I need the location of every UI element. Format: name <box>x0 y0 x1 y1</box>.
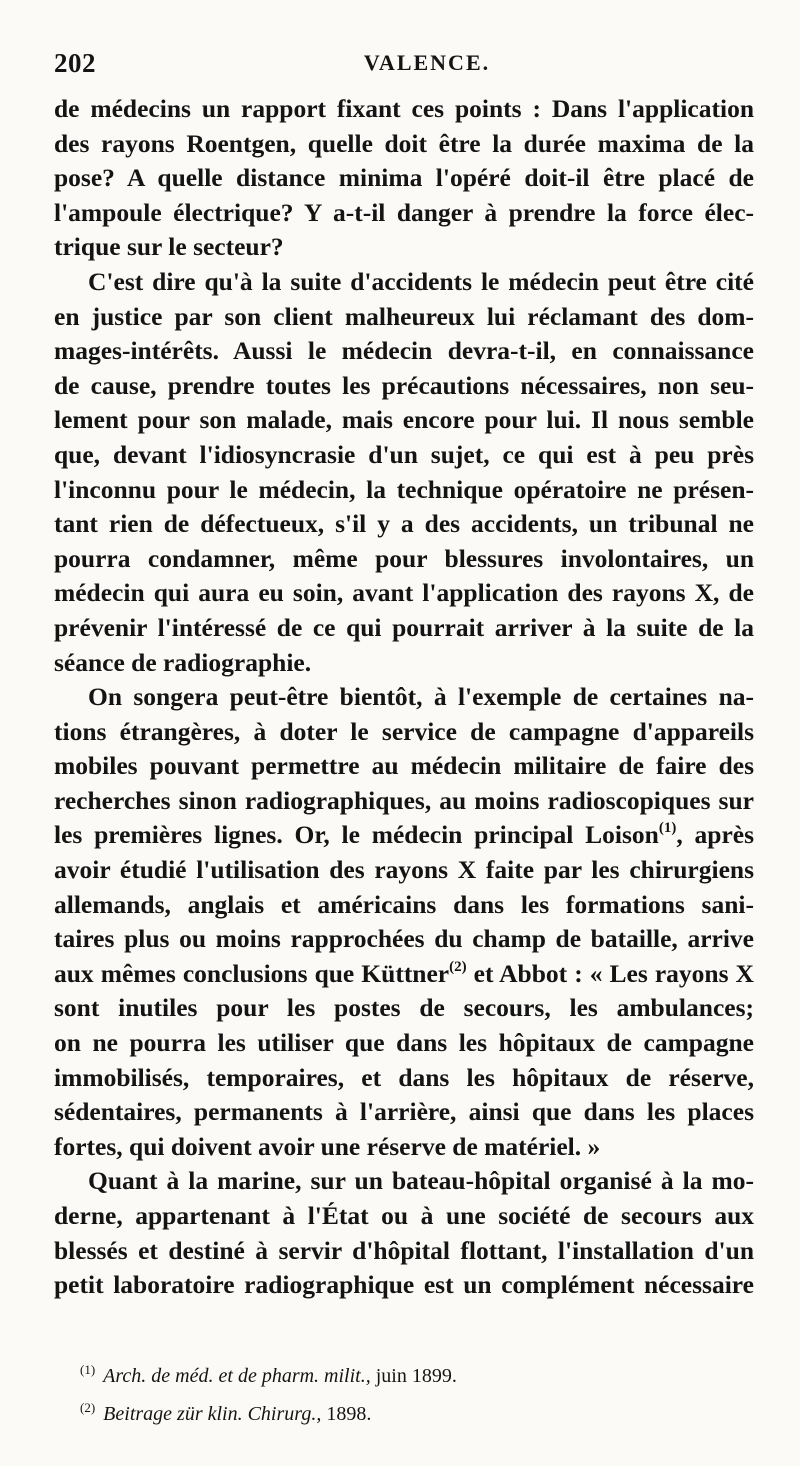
text-line: petit laboratoire radiographique est un complément nécessaire <box>54 1270 754 1300</box>
text-line: mages-intérêts. Aussi le médecin devra-t-il, en connaissance <box>54 336 754 366</box>
footnote <box>80 1392 760 1430</box>
text-line: sont inutiles pour les postes de secours, les ambulances; <box>54 993 754 1023</box>
text-line-with-footnote <box>54 957 754 992</box>
text-line: pourra condamner, même pour blessures involontaires, un <box>54 543 754 573</box>
footnote-reference: (2) <box>449 958 467 975</box>
text-fragment: les premières lignes. Or, le médecin principal Loison <box>54 820 659 850</box>
text-line-with-footnote <box>54 818 754 853</box>
footnote-date: juin 1899. <box>370 1365 457 1387</box>
text-line: mobiles pouvant permettre au médecin militaire de faire des <box>54 751 754 781</box>
body-text <box>54 92 754 1303</box>
text-line: pose? A quelle distance minima l'opéré doit-il être placé de <box>54 163 754 193</box>
footnote-citation: Beitrage zür klin. Chirurg., <box>103 1403 322 1425</box>
footnote-mark: (2) <box>80 1400 96 1415</box>
text-line: en justice par son client malheureux lui réclamant des dom- <box>54 301 754 331</box>
text-line: que, devant l'idiosyncrasie d'un sujet, ce qui est à peu près <box>54 439 754 469</box>
text-line: Quant à la marine, sur un bateau-hôpital organisé à la mo- <box>88 1166 754 1196</box>
text-line: l'inconnu pour le médecin, la technique opératoire ne présen- <box>54 474 754 504</box>
footnote <box>80 1354 760 1392</box>
text-line: taires plus ou moins rapprochées du champ de bataille, arrive <box>54 924 754 954</box>
text-line: blessés et destiné à servir d'hôpital flottant, l'installation d'un <box>54 1235 754 1265</box>
footnote-reference: (1) <box>658 820 677 837</box>
text-line: On songera peut-être bientôt, à l'exemple de certaines na- <box>88 682 754 712</box>
text-line: tions étrangères, à doter le service de campagne d'appareils <box>54 716 754 746</box>
text-line: des rayons Roentgen, quelle doit être la durée maxima de la <box>54 128 754 158</box>
text-line: immobilisés, temporaires, et dans les hôpitaux de réserve, <box>54 1062 754 1092</box>
text-fragment: et Abbot : « Les rayons X <box>466 958 754 988</box>
text-line: C'est dire qu'à la suite d'accidents le médecin peut être cité <box>88 266 754 296</box>
text-line: avoir étudié l'utilisation des rayons X faite par les chirurgiens <box>54 855 754 885</box>
text-line: on ne pourra les utiliser que dans les hôpitaux de campagne <box>54 1028 754 1058</box>
text-line: de médecins un rapport fixant ces points : Dans l'application <box>54 94 754 123</box>
text-line: sédentaires, permanents à l'arrière, ainsi que dans les places <box>54 1097 754 1127</box>
text-line: fortes, qui doivent avoir une réserve de matériel. » <box>54 1131 601 1161</box>
text-line: de cause, prendre toutes les précautions nécessaires, non seu- <box>54 370 754 400</box>
footnotes <box>80 1354 760 1430</box>
page-number: 202 <box>54 48 96 78</box>
footnote-mark: (1) <box>80 1362 96 1377</box>
text-line: l'ampoule électrique? Y a-t-il danger à prendre la force élec- <box>54 197 754 227</box>
text-fragment: aux mêmes conclusions que Küttner <box>54 958 450 988</box>
text-line: recherches sinon radiographiques, au moins radioscopiques sur <box>54 785 754 815</box>
text-line: lement pour son malade, mais encore pour lui. Il nous semble <box>54 405 754 435</box>
text-line: derne, appartenant à l'État ou à une société de secours aux <box>54 1201 754 1230</box>
text-line: médecin qui aura eu soin, avant l'application des rayons X, de <box>54 578 754 608</box>
page-header <box>54 48 754 88</box>
text-line: séance de radiographie. <box>54 647 312 677</box>
text-fragment: , après <box>676 820 755 850</box>
text-line: allemands, anglais et américains dans les formations sani- <box>54 889 754 919</box>
text-line: trique sur le secteur? <box>54 232 284 262</box>
running-head: VALENCE. <box>363 50 491 75</box>
text-line: prévenir l'intéressé de ce qui pourrait arriver à la suite de la <box>54 612 754 642</box>
footnote-citation: Arch. de méd. et de pharm. milit., <box>103 1365 371 1387</box>
footnote-date: 1898. <box>321 1403 372 1425</box>
text-line: tant rien de défectueux, s'il y a des accidents, un tribunal ne <box>54 509 754 539</box>
